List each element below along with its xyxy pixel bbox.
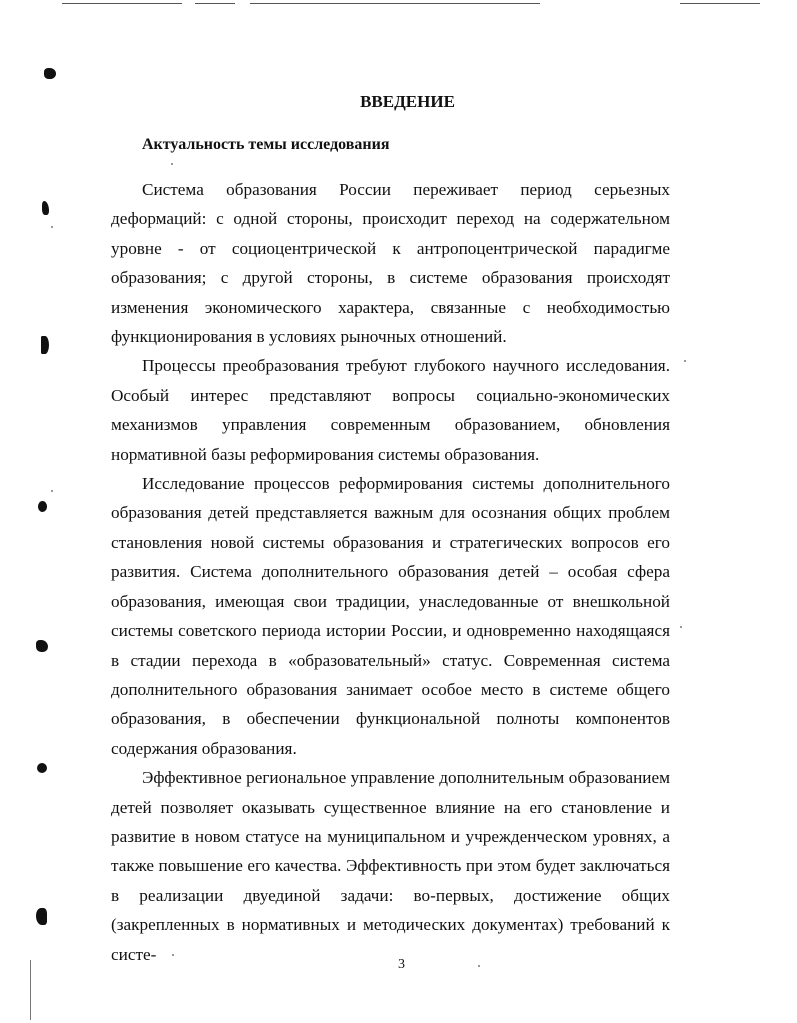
page-number: 3 bbox=[398, 957, 405, 972]
punch-hole-mark bbox=[44, 68, 56, 79]
scan-edge-line bbox=[195, 3, 235, 4]
punch-hole-mark bbox=[41, 336, 49, 354]
page-title: ВВЕДЕНИЕ bbox=[360, 92, 455, 111]
punch-hole-mark bbox=[36, 908, 47, 925]
scan-edge-line bbox=[680, 3, 760, 4]
punch-hole-mark bbox=[42, 201, 49, 215]
scan-speck bbox=[171, 163, 173, 165]
scan-speck bbox=[684, 360, 686, 362]
punch-hole-mark bbox=[37, 763, 47, 773]
punch-hole-mark bbox=[38, 501, 47, 512]
scan-speck bbox=[51, 226, 53, 228]
paragraph: Процессы преобразования требуют глубокого научного исследования. Особый интерес представляют вопросы социально-экономических механизмов управления современным образованием, обновления нормативной базы реформирования системы образования. bbox=[111, 356, 670, 464]
paragraph: Исследование процессов реформирования системы дополнительного образования детей представляется важным для осознания общих проблем становления новой системы образования и стратегических вопросов его развития. Система дополнительного образования детей – особая сфера образования, имеющая свои традиции, унаследованные от внешкольной системы советского периода истории России, и одновременно находящаяся в стадии перехода в «образовательный» статус. Современная система дополнительного образования занимает особое место в системе общего образования, в обеспечении функциональной полноты компонентов содержания образования. bbox=[111, 474, 670, 758]
body-text bbox=[111, 175, 670, 969]
scan-speck bbox=[680, 626, 682, 628]
scan-edge-line bbox=[250, 3, 540, 4]
scan-edge-line bbox=[62, 3, 182, 4]
scan-speck bbox=[51, 490, 53, 492]
punch-hole-mark bbox=[36, 640, 48, 652]
paragraph: Эффективное региональное управление дополнительным образованием детей позволяет оказывать существенное влияние на его становление и развитие в новом статусе на муниципальном и учрежденческом уровнях, а также повышение его качества. Эффективность при этом будет заключаться в реализации двуединой задачи: во-первых, достижение общих (закрепленных в нормативных и методических документах) требований к систе- bbox=[111, 768, 670, 964]
paragraph: Система образования России переживает период серьезных деформаций: с одной стороны, происходит переход на содержательном уровне - от социоцентрической к антропоцентрической парадигме образования; с другой стороны, в системе образования происходят изменения экономического характера, связанные с необходимостью функционирования в условиях рыночных отношений. bbox=[111, 180, 670, 347]
section-heading: Актуальность темы исследования bbox=[142, 136, 390, 153]
